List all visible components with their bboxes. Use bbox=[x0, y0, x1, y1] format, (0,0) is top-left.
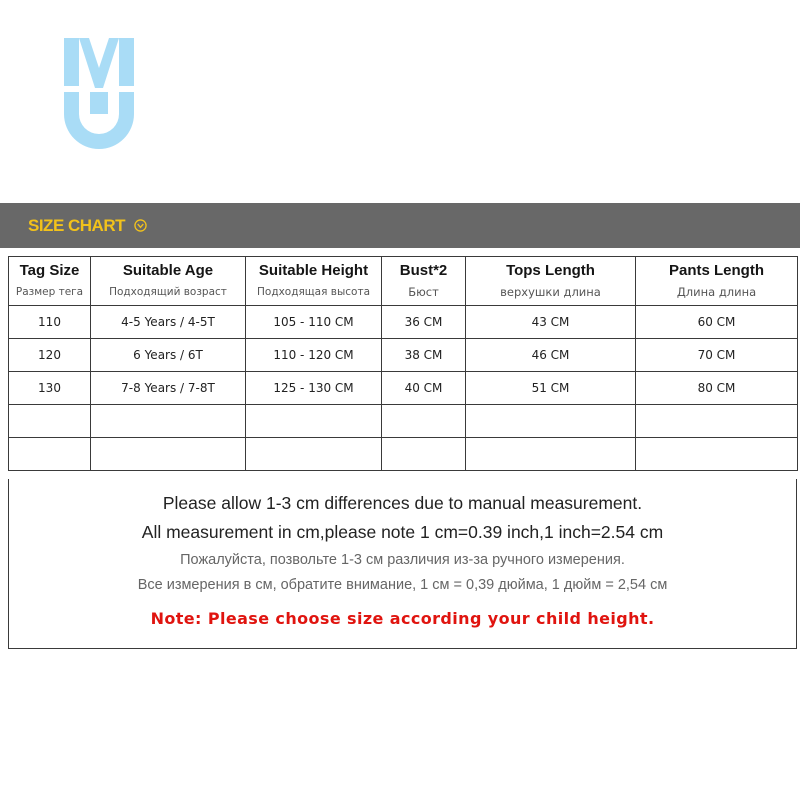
cell-bust: 38 CM bbox=[382, 339, 466, 372]
cell-pants-length bbox=[636, 438, 798, 471]
cell-bust: 36 CM bbox=[382, 306, 466, 339]
cell-tops-length: 43 CM bbox=[466, 306, 636, 339]
cell-age bbox=[91, 438, 246, 471]
cell-tag-size bbox=[9, 405, 91, 438]
table-row bbox=[9, 339, 798, 372]
note-choose-size-warning: Note: Please choose size according your child height. bbox=[150, 609, 655, 628]
cell-bust bbox=[382, 405, 466, 438]
cell-height: 125 - 130 CM bbox=[246, 372, 382, 405]
measurement-notes bbox=[8, 479, 797, 649]
chevron-down-circle-icon bbox=[134, 219, 147, 232]
table-row bbox=[9, 306, 798, 339]
cell-tops-length bbox=[466, 405, 636, 438]
cell-pants-length: 70 CM bbox=[636, 339, 798, 372]
cell-pants-length: 60 CM bbox=[636, 306, 798, 339]
cell-height bbox=[246, 438, 382, 471]
header-suitable-age: Suitable Age Подходящий возраст bbox=[91, 257, 246, 306]
header-bust: Bust*2 Бюст bbox=[382, 257, 466, 306]
cell-tag-size: 120 bbox=[9, 339, 91, 372]
cell-tops-length: 46 CM bbox=[466, 339, 636, 372]
note-allowance-en: Please allow 1-3 cm differences due to manual measurement. bbox=[162, 493, 643, 513]
header-suitable-height: Suitable Height Подходящая высота bbox=[246, 257, 382, 306]
cell-tag-size: 110 bbox=[9, 306, 91, 339]
cell-tops-length: 51 CM bbox=[466, 372, 636, 405]
cell-height bbox=[246, 405, 382, 438]
size-chart-title: SIZE CHART bbox=[28, 215, 125, 235]
cell-tops-length bbox=[466, 438, 636, 471]
cell-height: 105 - 110 CM bbox=[246, 306, 382, 339]
cell-pants-length bbox=[636, 405, 798, 438]
cell-pants-length: 80 CM bbox=[636, 372, 798, 405]
cell-age: 4-5 Years / 4-5T bbox=[91, 306, 246, 339]
cell-tag-size bbox=[9, 438, 91, 471]
header-tag-size: Tag Size Размер тега bbox=[9, 257, 91, 306]
size-table bbox=[8, 256, 798, 471]
note-units-ru: Все измерения в см, обратите внимание, 1 см = 0,39 дюйма, 1 дюйм = 2,54 см bbox=[137, 577, 668, 593]
note-allowance-ru: Пожалуйста, позвольте 1-3 см различия из-за ручного измерения. bbox=[180, 552, 625, 568]
table-row-empty bbox=[9, 405, 798, 438]
size-chart-banner bbox=[0, 203, 800, 248]
cell-height: 110 - 120 CM bbox=[246, 339, 382, 372]
cell-tag-size: 130 bbox=[9, 372, 91, 405]
header-pants-length: Pants Length Длина длина bbox=[636, 257, 798, 306]
cell-age bbox=[91, 405, 246, 438]
note-units-en: All measurement in cm,please note 1 cm=0.39 inch,1 inch=2.54 cm bbox=[141, 522, 664, 542]
table-header-row bbox=[9, 257, 798, 306]
table-row-empty bbox=[9, 438, 798, 471]
table-row bbox=[9, 372, 798, 405]
header-tops-length: Tops Length верхушки длина bbox=[466, 257, 636, 306]
mg-monogram-logo-icon bbox=[62, 38, 136, 152]
cell-age: 7-8 Years / 7-8T bbox=[91, 372, 246, 405]
cell-bust bbox=[382, 438, 466, 471]
cell-bust: 40 CM bbox=[382, 372, 466, 405]
cell-age: 6 Years / 6T bbox=[91, 339, 246, 372]
